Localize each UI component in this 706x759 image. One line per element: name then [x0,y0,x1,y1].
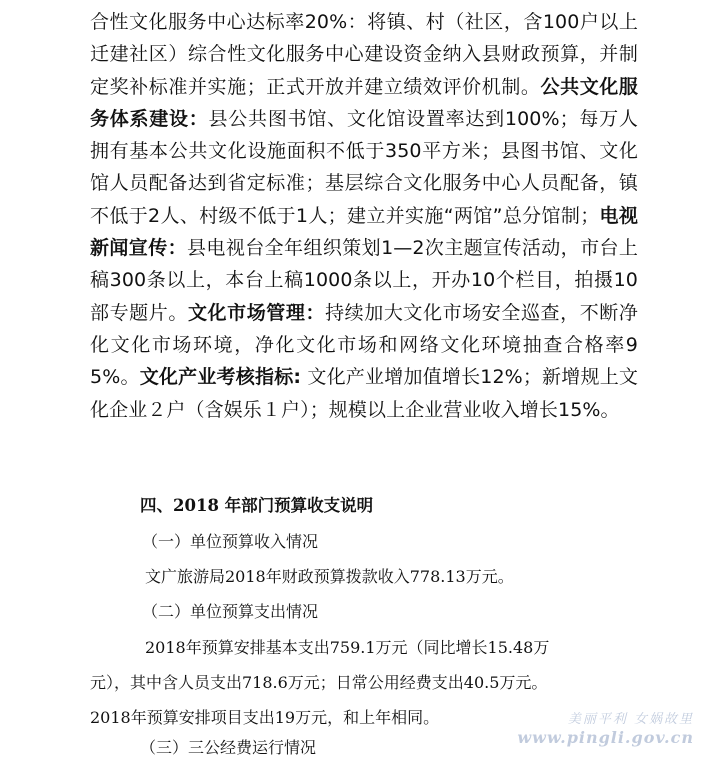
paragraph-text: 合性文化服务中心达标率20%：将镇、村（社区，含100户以上迁建社区）综合性文化服务中心建设资金纳入县财政预算，并制定奖补标准并实施；正式开放并建立绩效评价机制。 [90,11,638,98]
bold-heading-public-culture: 公共文化服务体系建设： [90,75,638,130]
subheading-expenditure: （二）单位预算支出情况 [142,602,319,621]
paragraph-text: 县公共图书馆、文化馆设置率达到100%；每万人拥有基本公共文化设施面积不低于350平方米；县图书馆、文化馆人员配备达到省定标准；基层综合文化服务中心人员配备，镇不低于2人、村级不低于1人；建立并实施“两馆”总分馆制； [90,107,638,227]
paragraph-text: 持续加大文化市场安全巡查，不断净化文化市场环境，净化文化市场和网络文化环境抽查合格率95%。 [90,301,638,389]
site-watermark [517,708,694,747]
income-text: 文广旅游局2018年财政预算拨款收入778.13万元。 [145,567,514,586]
bold-heading-culture-market: 文化市场管理： [187,301,326,324]
section-heading-budget: 四、2018 年部门预算收支说明 [140,496,374,515]
paragraph-text: 文化产业增加值增长12%；新增规上文化企业２户（含娱乐１户）；规模以上企业营业收入增长15%。 [90,366,639,421]
work-targets-paragraph [90,6,638,426]
subheading-three-public: （三）三公经费运行情况 [140,738,317,757]
subheading-income: （一）单位预算收入情况 [142,532,319,551]
bold-heading-tv-news: 电视新闻宣传： [90,204,639,260]
expenditure-line-3: 2018年预算安排项目支出19万元，和上年相同。 [90,708,440,727]
watermark-url: www.pingli.gov.cn [517,728,694,747]
expenditure-line-2: 元），其中含人员支出718.6万元；日常公用经费支出40.5万元。 [90,673,548,692]
paragraph-text: 县电视台全年组织策划1—2次主题宣传活动，市台上稿300条以上，本台上稿1000条以上，开办10个栏目，拍摄10部专题片。 [90,237,638,324]
expenditure-line-1: 2018年预算安排基本支出759.1万元（同比增长15.48万 [145,638,550,657]
bold-heading-culture-industry: 文化产业考核指标: [139,366,302,389]
watermark-slogan: 美丽平利 女娲故里 [567,712,694,727]
